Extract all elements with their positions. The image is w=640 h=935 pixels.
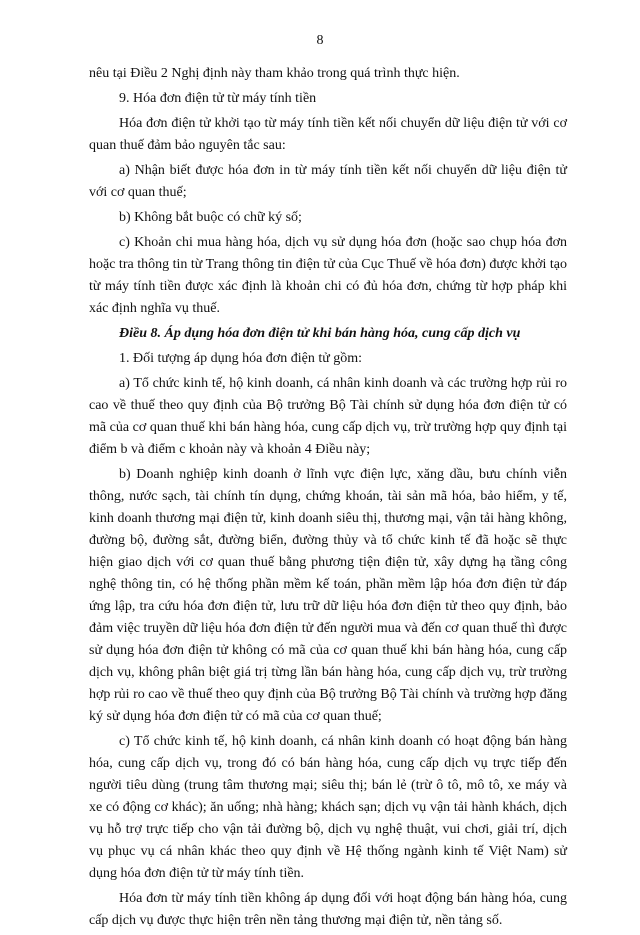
- list-item: a) Nhận biết được hóa đơn in từ máy tính tiền kết nối chuyển dữ liệu điện tử với cơ quan thuế;: [89, 163, 567, 200]
- list-item: b) Không bắt buộc có chữ ký số;: [119, 210, 302, 225]
- list-item: c) Khoản chi mua hàng hóa, dịch vụ sử dụng hóa đơn (hoặc sao chụp hóa đơn hoặc tra thông tin từ Trang thông tin điện tử của Cục Thuế về hóa đơn) được khởi tạo từ máy tính tiền được xác định là khoản chi có đủ hóa đơn, chứng từ hợp pháp khi xác định nghĩa vụ thuế.: [89, 235, 567, 316]
- clause-heading: 1. Đối tượng áp dụng hóa đơn điện tử gồm:: [119, 351, 363, 366]
- list-item: a) Tổ chức kinh tế, hộ kinh doanh, cá nhân kinh doanh và các trường hợp rủi ro cao về thuế theo quy định của Bộ trưởng Bộ Tài chính sử dụng hóa đơn điện tử có mã của cơ quan thuế khi bán hàng hóa, cung cấp dịch vụ, trừ trường hợp quy định tại điểm b và điểm c khoản này và khoản 4 Điều này;: [89, 376, 567, 457]
- page-number: 8: [316, 33, 324, 48]
- item-heading-9: 9. Hóa đơn điện tử từ máy tính tiền: [119, 91, 317, 106]
- paragraph-continuation: nêu tại Điều 2 Nghị định này tham khảo trong quá trình thực hiện.: [89, 66, 460, 81]
- article-heading: Điều 8. Áp dụng hóa đơn điện tử khi bán hàng hóa, cung cấp dịch vụ: [119, 326, 521, 341]
- paragraph: Hóa đơn từ máy tính tiền không áp dụng đối với hoạt động bán hàng hóa, cung cấp dịch vụ được thực hiện trên nền tảng thương mại điện tử, nền tảng số.: [89, 891, 567, 928]
- paragraph: Hóa đơn điện tử khởi tạo từ máy tính tiền kết nối chuyển dữ liệu điện tử với cơ quan thuế đảm bảo nguyên tắc sau:: [89, 116, 567, 153]
- list-item: b) Doanh nghiệp kinh doanh ở lĩnh vực điện lực, xăng dầu, bưu chính viễn thông, nước sạch, tài chính tín dụng, chứng khoán, tài sản mã hóa, bảo hiểm, y tế, kinh doanh thương mại điện tử, kinh doanh siêu thị, thương mại, vận tải hàng không, đường bộ, đường sắt, đường biển, đường thủy và tổ chức kinh tế đã hoặc sẽ thực hiện giao dịch với cơ quan thuế bằng phương tiện điện tử, xây dựng hạ tầng công nghệ thông tin, có hệ thống phần mềm kế toán, phần mềm lập hóa đơn điện tử đáp ứng lập, tra cứu hóa đơn điện tử, lưu trữ dữ liệu hóa đơn điện tử theo quy định, bảo đảm việc truyền dữ liệu hóa đơn điện tử đến người mua và đến cơ quan thuế thì được sử dụng hóa đơn điện tử không có mã của cơ quan thuế khi bán hàng hóa, cung cấp dịch vụ, không phân biệt giá trị từng lần bán hàng hóa, cung cấp dịch vụ, trừ trường hợp rủi ro cao về thuế theo quy định của Bộ trưởng Bộ Tài chính và trường hợp đăng ký sử dụng hóa đơn điện tử có mã của cơ quan thuế;: [89, 467, 567, 724]
- list-item: c) Tổ chức kinh tế, hộ kinh doanh, cá nhân kinh doanh có hoạt động bán hàng hóa, cung cấp dịch vụ, trong đó có bán hàng hóa, cung cấp dịch vụ trực tiếp đến người tiêu dùng (trung tâm thương mại; siêu thị; bán lẻ (trừ ô tô, mô tô, xe máy và xe có động cơ khác); ăn uống; nhà hàng; khách sạn; dịch vụ vận tải hành khách, dịch vụ hỗ trợ trực tiếp cho vận tải đường bộ, dịch vụ nghệ thuật, vui chơi, giải trí, dịch vụ phục vụ cá nhân khác theo quy định về Hệ thống ngành kinh tế Việt Nam) sử dụng hóa đơn điện tử từ máy tính tiền.: [89, 734, 567, 881]
- document-body: [89, 63, 567, 935]
